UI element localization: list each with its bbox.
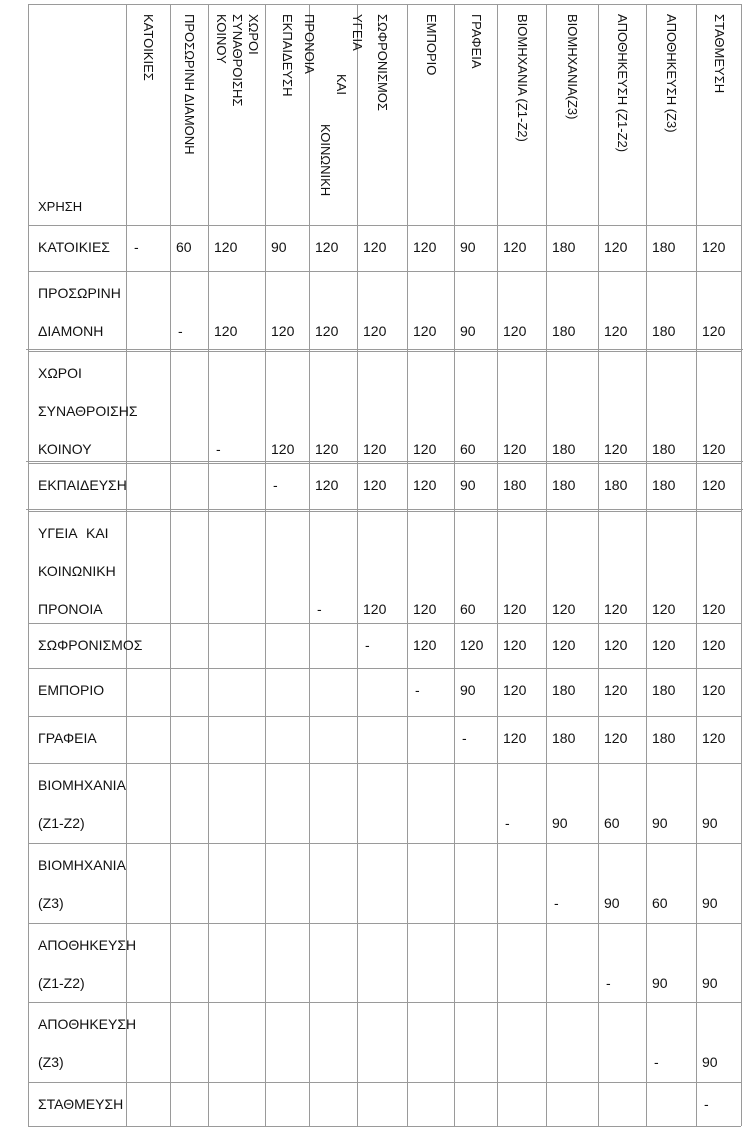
row-label: (Ζ3) [38,895,64,911]
row-label: ΓΡΑΦΕΙΑ [38,730,97,746]
table-cell: 120 [604,730,628,746]
table-cell: 90 [552,815,568,831]
table-cell: 90 [460,323,476,339]
corner-label-usage: ΧΡΗΣΗ [38,199,83,214]
table-cell: 120 [702,477,726,493]
table-cell: 60 [460,601,476,617]
table-cell: 180 [552,323,576,339]
column-header-3-line-1: ΧΩΡΟΙ [245,14,261,55]
table-cell: 60 [460,441,476,457]
table-cell: 120 [460,637,484,653]
table-cell: 120 [702,239,726,255]
table-cell: 90 [652,975,668,991]
table-cell: 120 [503,637,527,653]
row-label: ΚΑΤΟΙΚΙΕΣ [38,239,110,255]
table-cell: - [505,815,510,831]
table-cell: 180 [552,477,576,493]
table-cell: 90 [702,895,718,911]
table-cell: 180 [652,441,676,457]
column-header-9: ΒΙΟΜΗΧΑΝΙΑ (Ζ1-Ζ2) [514,14,530,142]
row-label: ΕΚΠΑΙΔΕΥΣΗ [38,477,127,493]
table-cell: 120 [413,441,437,457]
column-header-1: ΚΑΤΟΙΚΙΕΣ [141,14,156,81]
table-cell: 180 [652,323,676,339]
table-cell: - [134,239,139,255]
column-header-5-line-1: ΥΓΕΙΑ [350,14,365,51]
table-cell: 90 [702,975,718,991]
column-header-5-line-4: ΠΡΟΝΟΙΑ [302,14,317,74]
row-label: ΣΤΑΘΜΕΥΣΗ [38,1096,124,1112]
table-cell: 120 [503,239,527,255]
table-cell: 90 [460,477,476,493]
table-cell: 90 [604,895,620,911]
row-label: (Ζ1-Ζ2) [38,975,85,991]
table-cell: 180 [652,682,676,698]
column-header-3-line-2: ΣΥΝΑΘΡΟΙΣΗΣ [229,14,245,107]
table-cell: 120 [271,441,295,457]
table-cell: 120 [271,323,295,339]
table-cell: 120 [363,601,387,617]
table-cell: 120 [702,637,726,653]
table-cell: - [606,975,611,991]
table-cell: 120 [604,637,628,653]
table-cell: - [178,323,183,339]
table-cell: 180 [652,730,676,746]
column-header-4: ΕΚΠΑΙΔΕΥΣΗ [280,14,295,97]
table-cell: 120 [315,441,339,457]
table-cell: 180 [552,441,576,457]
table-cell: 120 [604,601,628,617]
table-cell: 120 [413,477,437,493]
column-header-10: ΒΙΟΜΗΧΑΝΙΑ(Ζ3) [565,14,580,120]
table-cell: 120 [552,601,576,617]
table-cell: 90 [702,1054,718,1070]
column-header-2: ΠΡΟΣΩΡΙΝΗ ΔΙΑΜΟΝΗ [182,14,197,155]
table-cell: - [462,730,467,746]
row-label: ΕΜΠΟΡΙΟ [38,682,105,698]
table-cell: 90 [652,815,668,831]
table-cell: 120 [363,323,387,339]
table-cell: - [654,1054,659,1070]
table-cell: 60 [652,895,668,911]
table-cell: 120 [702,682,726,698]
table-cell: 180 [652,477,676,493]
table-cell: 120 [702,730,726,746]
table-cell: 120 [552,637,576,653]
row-label: ΑΠΟΘΗΚΕΥΣΗ [38,1016,137,1032]
table-cell: 90 [271,239,287,255]
column-header-8: ΓΡΑΦΕΙΑ [468,14,484,69]
table-cell: 90 [460,682,476,698]
table-cell: 120 [702,441,726,457]
table-cell: 120 [214,239,238,255]
table-cell: 120 [363,441,387,457]
column-header-5-line-2: ΚΑΙ [334,74,349,95]
row-label-word: ΥΓΕΙΑ [38,525,78,541]
row-label: ΠΡΟΣΩΡΙΝΗ [38,285,121,301]
table-cell: 120 [315,323,339,339]
row-label: ΑΠΟΘΗΚΕΥΣΗ [38,937,137,953]
table-cell: 120 [652,637,676,653]
table-cell: 120 [604,323,628,339]
table-cell: 120 [315,239,339,255]
row-label: ΚΟΙΝΟΥ [38,441,92,457]
table-cell: 120 [413,637,437,653]
row-label: ΔΙΑΜΟΝΗ [38,323,104,339]
table-cell: 90 [702,815,718,831]
column-header-13: ΣΤΑΘΜΕΥΣΗ [711,14,727,94]
table-cell: 120 [363,239,387,255]
table-cell: 120 [363,477,387,493]
table-cell: 180 [552,682,576,698]
table-cell: 120 [503,441,527,457]
row-label: (Ζ1-Ζ2) [38,815,85,831]
column-header-11: ΑΠΟΘΗΚΕΥΣΗ (Ζ1-Ζ2) [615,14,630,153]
table-cell: 120 [604,441,628,457]
table-cell: 120 [214,323,238,339]
table-cell: 180 [652,239,676,255]
table-cell: 120 [702,601,726,617]
row-label: ΠΡΟΝΟΙΑ [38,601,103,617]
column-header-5-line-3: ΚΟΙΝΩΝΙΚΗ [318,124,333,197]
table-cell: 120 [503,730,527,746]
table-cell: 120 [315,477,339,493]
table-cell: 180 [503,477,527,493]
table-cell: - [216,441,221,457]
column-header-12: ΑΠΟΘΗΚΕΥΣΗ (Ζ3) [664,14,679,133]
table-cell: 120 [413,601,437,617]
table-cell: 120 [413,323,437,339]
table-cell: 60 [604,815,620,831]
row-label: ΧΩΡΟΙ [38,365,82,381]
table-cell: - [273,477,278,493]
row-label: (Ζ3) [38,1054,64,1070]
row-label: ΚΟΙΝΩΝΙΚΗ [38,563,116,579]
table-cell: 120 [413,239,437,255]
row-label: ΣΩΦΡΟΝΙΣΜΟΣ [38,637,143,653]
table-cell: 180 [552,730,576,746]
table-cell: 120 [652,601,676,617]
table-cell: 120 [503,601,527,617]
table-cell: 120 [702,323,726,339]
table-cell: 90 [460,239,476,255]
row-label-word: ΚΑΙ [86,525,109,541]
column-header-7: ΕΜΠΟΡΙΟ [423,14,439,76]
table-cell: 60 [176,239,192,255]
table-cell: - [704,1096,709,1112]
row-label: ΣΥΝΑΘΡΟΙΣΗΣ [38,403,138,419]
table-cell: - [415,682,420,698]
column-header-3-line-3: ΚΟΙΝΟΥ [213,14,229,64]
table-cell: - [365,637,370,653]
table-cell: 120 [604,682,628,698]
row-label: ΒΙΟΜΗΧΑΝΙΑ [38,857,126,873]
table-cell: - [554,895,559,911]
table-cell: - [317,601,322,617]
table-cell: 180 [552,239,576,255]
table-cell: 180 [604,477,628,493]
column-header-6: ΣΩΦΡΟΝΙΣΜΟΣ [375,14,390,111]
table-cell: 120 [503,682,527,698]
table-cell: 120 [604,239,628,255]
table-cell: 120 [503,323,527,339]
row-label: ΒΙΟΜΗΧΑΝΙΑ [38,777,126,793]
